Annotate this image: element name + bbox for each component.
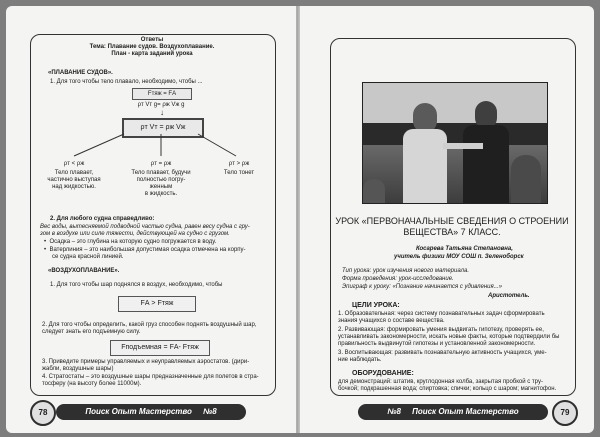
aero-question-3-line2: жабли, воздушные шары): [42, 366, 114, 372]
swim-question-2: 2. Для любого судна справедливо:: [50, 216, 155, 222]
photo-teacher-body: [403, 129, 447, 203]
aero-question-3-line1: 3. Приведите примеры управляемых и неуправляемых аэростатов. (дири-: [42, 359, 250, 365]
case-equal-rel: ρт = ρж: [150, 161, 172, 167]
right-footer-banner: [358, 404, 548, 420]
photo-blackboard: [363, 123, 547, 145]
bullet-waterline: • Ватерлиния – это наибольшая допустимая осадка отмечена на корпу-: [44, 247, 246, 253]
left-page: [6, 6, 296, 433]
case-arrows: [46, 132, 256, 162]
left-footer-banner: [56, 404, 246, 420]
photo-seated-person: [511, 155, 541, 203]
goal-developing-line3: правильность выдвинутой гипотезы и установленной закономерности.: [338, 341, 536, 347]
lesson-form: Форма проведения: урок-исследование.: [342, 276, 454, 282]
left-page-number: 78: [30, 400, 56, 426]
equipment-title: ОБОРУДОВАНИЕ:: [352, 370, 414, 377]
formula-lift-force: Fподъемная = FА- Fтяж: [110, 340, 210, 356]
goal-educational-line1: 1. Образовательная: через систему познавательных задач сформировать: [338, 311, 545, 317]
goals-title: ЦЕЛИ УРОКА:: [352, 302, 400, 309]
author-position: учитель физики МОУ СОШ п. Зеленоборск: [394, 254, 524, 260]
goal-educational-line2: знания учащихся о составе вещества.: [338, 318, 445, 324]
lesson-title-line2: ВЕЩЕСТВА» 7 КЛАСС.: [403, 227, 501, 237]
case-less-rel: ρт < ρж: [63, 161, 85, 167]
bullet-waterline-line2: се судна красной линией.: [52, 254, 124, 260]
goal-developing-line1: 2. Развивающая: формировать умения выдвигать гипотезу, проверять ее,: [338, 327, 544, 333]
formula-density-volume: ρт Vт = ρж Vж: [122, 118, 204, 138]
equipment-line2: бочкой; подкрашенная вода; спиртовка; спички; кольцо с шаром; магнитофон.: [338, 386, 557, 392]
aero-question-4-line1: 4. Стратостаты – это воздушные шары предназначенные для полетов в стра-: [42, 374, 259, 380]
formula-density-g: ρт Vт g= ρж Vж g: [137, 102, 185, 108]
lesson-photo: [362, 82, 548, 204]
swim-answer-2-line2: зом в воздухе или силе тяжести, действующей на судно с грузом.: [40, 231, 230, 237]
right-footer-text: Поиск Опыт Мастерство: [412, 407, 519, 416]
goal-upbringing-line2: ние наблюдать.: [338, 357, 382, 363]
photo-paper: [443, 143, 483, 149]
arrow-down-icon: ↓: [160, 108, 164, 117]
case-equal-line2: полностью погру-: [136, 177, 186, 183]
plan-heading: План - карта заданий урока: [111, 51, 193, 57]
goal-developing-line2: устанавливать закономерности, искать новые факты, которые подтвердили бы: [338, 334, 560, 340]
answers-heading: Ответы: [140, 37, 164, 43]
bullet-waterline-line1: Ватерлиния – это наибольшая допустимая осадка отмечена на корпу-: [49, 247, 246, 253]
aero-question-2-line1: 2. Для того чтобы определить, какой груз способен поднять воздушный шар,: [42, 322, 257, 328]
swim-answer-2-line1: Вес воды, вытесняемой подводной частью судна, равен весу судна с гру-: [40, 224, 250, 230]
equipment-line1: для демонстраций: штатив, круглодонная колба, закрытая пробкой с тру-: [338, 379, 543, 385]
goal-upbringing-line1: 3. Воспитывающая: развивать познавательную активность учащихся, уме-: [338, 350, 547, 356]
lesson-epigraph: Эпиграф к уроку: «Познание начинается с удивления...»: [342, 284, 503, 290]
right-page-number: 79: [552, 400, 578, 426]
formula-balance: Fтяж = FА: [132, 88, 192, 100]
case-equal-line3: женным: [149, 184, 173, 190]
photo-student-body: [463, 125, 509, 203]
case-greater-line1: Тело тонет: [223, 170, 255, 176]
case-equal-line4: в жидкость.: [144, 191, 178, 197]
right-issue-number: №8: [387, 407, 401, 416]
section-swimming-title: «ПЛАВАНИЕ СУДОВ».: [48, 70, 113, 76]
case-less-line1: Тело плавает,: [54, 170, 94, 176]
left-footer-text: Поиск Опыт Мастерство: [85, 407, 192, 416]
epigraph-author: Аристотель.: [488, 293, 530, 299]
author-name: Косарева Татьяна Степановна,: [416, 246, 513, 252]
aero-question-4-line2: тосферу (на высоту более 11000м).: [42, 381, 142, 387]
case-less-line2: частично выступая: [47, 177, 101, 183]
bullet-draft: • Осадка – это глубина на которую судно погружается в воду.: [44, 239, 217, 245]
photo-foreground-head: [363, 179, 385, 203]
aero-question-1: 1. Для того чтобы шар поднялся в воздух, необходимо, чтобы: [50, 282, 223, 288]
bullet-draft-text: Осадка – это глубина на которую судно погружается в воду.: [49, 239, 217, 245]
case-less-line3: над жидкостью.: [52, 184, 96, 190]
swim-question-1: 1. Для того чтобы тело плавало, необходимо, чтобы ...: [50, 79, 203, 85]
section-aeronautics-title: «ВОЗДУХОПЛАВАНИЕ».: [48, 268, 120, 274]
case-greater-rel: ρт > ρж: [228, 161, 250, 167]
left-issue-number: №8: [203, 407, 217, 416]
lesson-title-line1: УРОК «ПЕРВОНАЧАЛЬНЫЕ СВЕДЕНИЯ О СТРОЕНИИ: [335, 216, 569, 226]
aero-question-2-line2: следует знать его подъемную силу.: [42, 329, 141, 335]
topic-heading: Тема: Плавание судов. Воздухоплавание.: [89, 44, 215, 50]
photo-wall: [363, 83, 547, 123]
lesson-type: Тип урока: урок изучения нового материала.: [342, 268, 469, 274]
formula-lift-condition: FА > Fтяж: [118, 296, 196, 312]
right-page: [300, 6, 594, 433]
case-equal-line1: Тело плавает, будучи: [131, 170, 191, 176]
